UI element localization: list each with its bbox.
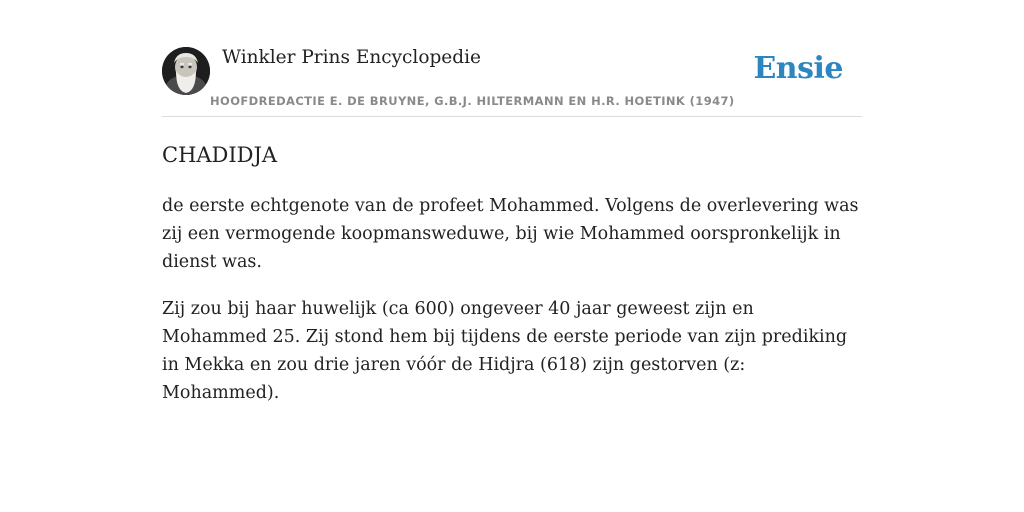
entry-title: CHADIDJA <box>162 143 278 167</box>
source-editors: HOOFDREDACTIE E. DE BRUYNE, G.B.J. HILTERMANN EN H.R. HOETINK (1947) <box>210 94 735 108</box>
ensie-logo-link[interactable]: Ensie <box>753 51 843 86</box>
page-container <box>162 0 862 512</box>
entry-paragraph: Zij zou bij haar huwelijk (ca 600) ongeveer 40 jaar geweest zijn en Mohammed 25. Zij stond hem bij tijdens de eerste periode van zijn prediking in Mekka en zou drie jaren vóór de Hidjra (618) zijn gestorven (z: Mohammed). <box>162 299 848 403</box>
source-title[interactable]: Winkler Prins Encyclopedie <box>222 47 481 68</box>
source-header <box>162 0 862 117</box>
entry-paragraph: de eerste echtgenote van de profeet Mohammed. Volgens de overlevering was zij een vermogende koopmansweduwe, bij wie Mohammed oorspronkelijk in dienst was. <box>162 196 859 272</box>
author-avatar-icon <box>162 47 210 95</box>
entry-body <box>162 192 862 426</box>
